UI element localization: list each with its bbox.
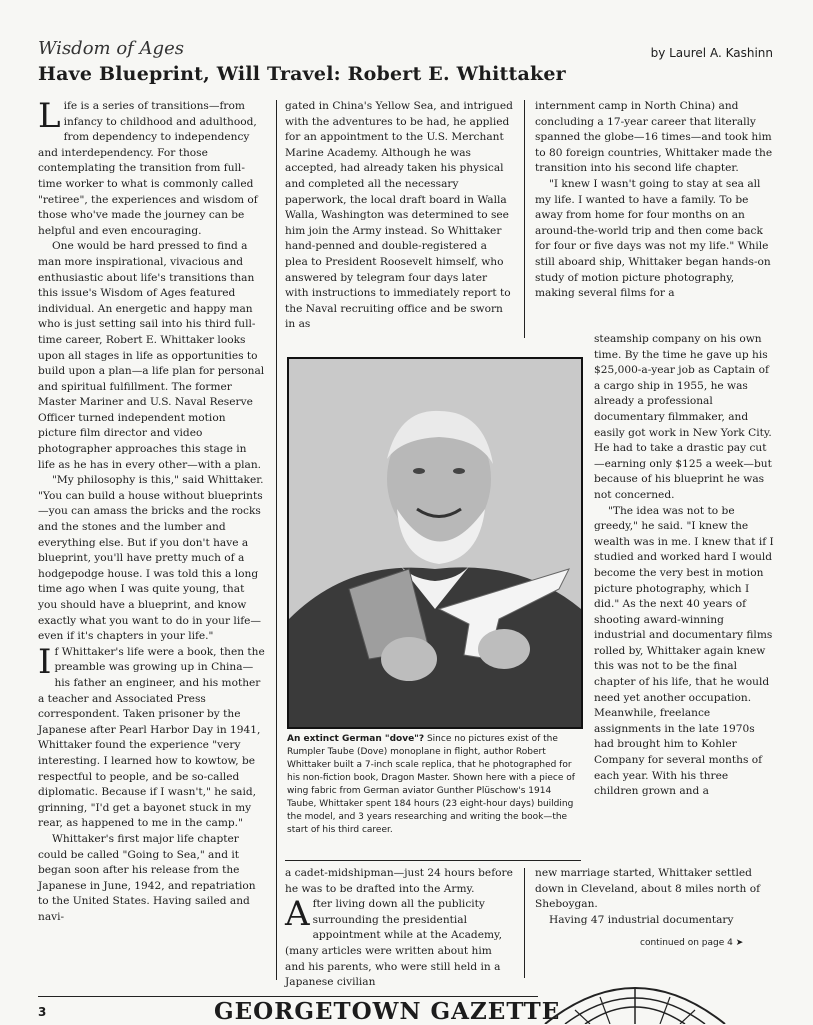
column-2-bottom	[285, 866, 515, 991]
masthead: GEORGETOWN GAZETTE	[214, 998, 561, 1025]
paragraph-col2-bottom-1: a cadet-midshipman—just 24 hours before he was to be drafted into the Army.	[285, 867, 513, 895]
drop-cap-l: L	[38, 96, 61, 136]
column-divider-2	[524, 100, 525, 338]
paragraph-col3-wide-1: new marriage started, Whittaker settled down in Cleveland, about 8 miles north of Sheboygan.	[535, 867, 760, 911]
column-3-top	[535, 99, 775, 302]
portrait-illustration	[289, 359, 581, 727]
continued-text: continued on page 4	[640, 938, 733, 948]
column-2-top	[285, 99, 513, 333]
photo-caption	[287, 733, 581, 837]
column-3-narrow	[594, 332, 774, 800]
column-divider-3	[524, 868, 525, 978]
paragraph-col3-narrow-1: steamship company on his own time. By the time he gave up his $25,000-a-year job as Captain of a cargo ship in 1955, he was already a professional documentary filmmaker, and easily got work in New York City. He had to take a drastic pay cut—earning only $125 a week—but because of his blueprint he was not concerned.	[594, 333, 772, 501]
paragraph-col3-2: "I knew I wasn't going to stay at sea all my life. I wanted to have a family. To be away from home for four months on an around-the-world trip and then come back for four or five days was not my life." While still aboard ship, Whittaker began hands-on study of motion picture photography, making several films for a	[535, 177, 771, 300]
paragraph-5: Whittaker's first major life chapter could be called "Going to Sea," and it began soon after his release from the Japanese in June, 1942, and repatriation to the United States. Having sailed and navi-	[38, 832, 256, 923]
paragraph-col3-1: internment camp in North China) and concluding a 17-year career that literally spanned the globe—16 times—and took him to 80 foreign countries, Whittaker made the transition into his second life chapter.	[535, 100, 773, 175]
page-number: 3	[38, 1005, 47, 1019]
column-1	[38, 96, 266, 925]
paragraph-col3-wide-2: Having 47 industrial documentary	[549, 913, 734, 926]
byline: by Laurel A. Kashinn	[650, 46, 773, 60]
drop-cap-a: A	[285, 894, 310, 935]
arrow-right-icon: ➤	[735, 938, 744, 948]
column-kicker: Wisdom of Ages	[38, 38, 184, 59]
article-headline: Have Blueprint, Will Travel: Robert E. Whittaker	[38, 63, 566, 85]
masthead-logo-arc	[540, 972, 730, 1024]
paragraph-col2-top: gated in China's Yellow Sea, and intrigued with the adventures to be had, he applied for an appointment to the U.S. Merchant Marine Academy. Although he was accepted, had already taken his physical and completed all the necessary paperwork, the local draft board in Walla Walla, Washington was determined to see him join the Army instead. So Whittaker hand-penned and double-registered a plea to President Roosevelt himself, who answered by telegram four days later with instructions to immediately report to the Naval recruiting office and be sworn in as	[285, 100, 513, 331]
caption-title: An extinct German "dove"?	[287, 734, 425, 744]
continued-note	[640, 938, 743, 948]
column-divider-1	[276, 100, 277, 980]
caption-text: Since no pictures exist of the Rumpler Taube (Dove) monoplane in flight, author Robert Whittaker built a 7-inch scale replica, that he photographed for his non-fiction book, Dragon Master. Shown here with a piece of wing fabric from German aviator Gunther Plüschow's 1914 Taube, Whittaker spent 184 hours (23 eight-hour days) building the model, and 3 years researching and writing the book—the start of his third career.	[287, 734, 575, 835]
photo-whittaker-with-model	[287, 357, 583, 729]
caption-rule	[285, 860, 581, 861]
paragraph-4: If Whittaker's life were a book, then the preamble was growing up in China—his father an engineer, and his mother a teacher and Associated Press correspondent. Taken prisoner by the Japanese after Pearl Harbor Day in 1941, Whittaker found the experience "very interesting. I learned how to kowtow, be respectful to people, and be so-called diplomatic. Because if I wasn't," he said, grinning, "I'd get a bayonet stuck in my rear, as happened to me in the camp."	[38, 641, 265, 830]
paragraph-3: "My philosophy is this," said Whittaker. "You can build a house without blueprints—you can amass the bricks and the rocks and the stones and the lumber and everything else. But if you don't have a blueprint, you'll have pretty much of a hodgepodge house. I was told this a long time ago when I was quite young, that you should have a blueprint, and know exactly what you want to do in your life—even if it's chapters in your life."	[38, 474, 264, 643]
paragraph-2: One would be hard pressed to find a man more inspirational, vivacious and enthusiastic about life's transitions than this issue's Wisdom of Ages featured individual. An energetic and happy man who is just setting sail into his third full-time career, Robert E. Whittaker looks upon all stages in life as opportunities to build upon a plan—a life plan for personal and spiritual fulfillment. The former Master Mariner and U.S. Naval Reserve Officer turned independent motion picture film director and video photographer approaches this stage in life as he has in every other—with a plan.	[38, 240, 265, 471]
paragraph-col2-bottom-2: After living down all the publicity surrounding the presidential appointment while at the Academy, (many articles were written about him and his parents, who were still held in a Japanese civilian	[285, 894, 502, 989]
column-3-bottom	[535, 866, 775, 928]
footer-rule	[38, 996, 538, 997]
drop-cap-i: I	[38, 641, 52, 682]
paragraph-col3-narrow-2: "The idea was not to be greedy," he said. "I knew the wealth was in me. I knew that if I studied and worked hard I would become the very best in motion picture photography, which I did." As the next 40 years of shooting award-winning industrial and documentary films rolled by, Whittaker again knew this was not to be the final chapter of his life, that he would need yet another occupation. Meanwhile, freelance assignments in the late 1970s had brought him to Kohler Company for several months of each year. With his three children grown and a	[594, 504, 774, 798]
paragraph-1: Life is a series of transitions—from infancy to childhood and adulthood, from dependency to independency and interdependency. For those contemplating the transition from full-time worker to what is commonly called "retiree", the experiences and wisdom of those who've made the journey can be helpful and even encouraging.	[38, 96, 258, 237]
